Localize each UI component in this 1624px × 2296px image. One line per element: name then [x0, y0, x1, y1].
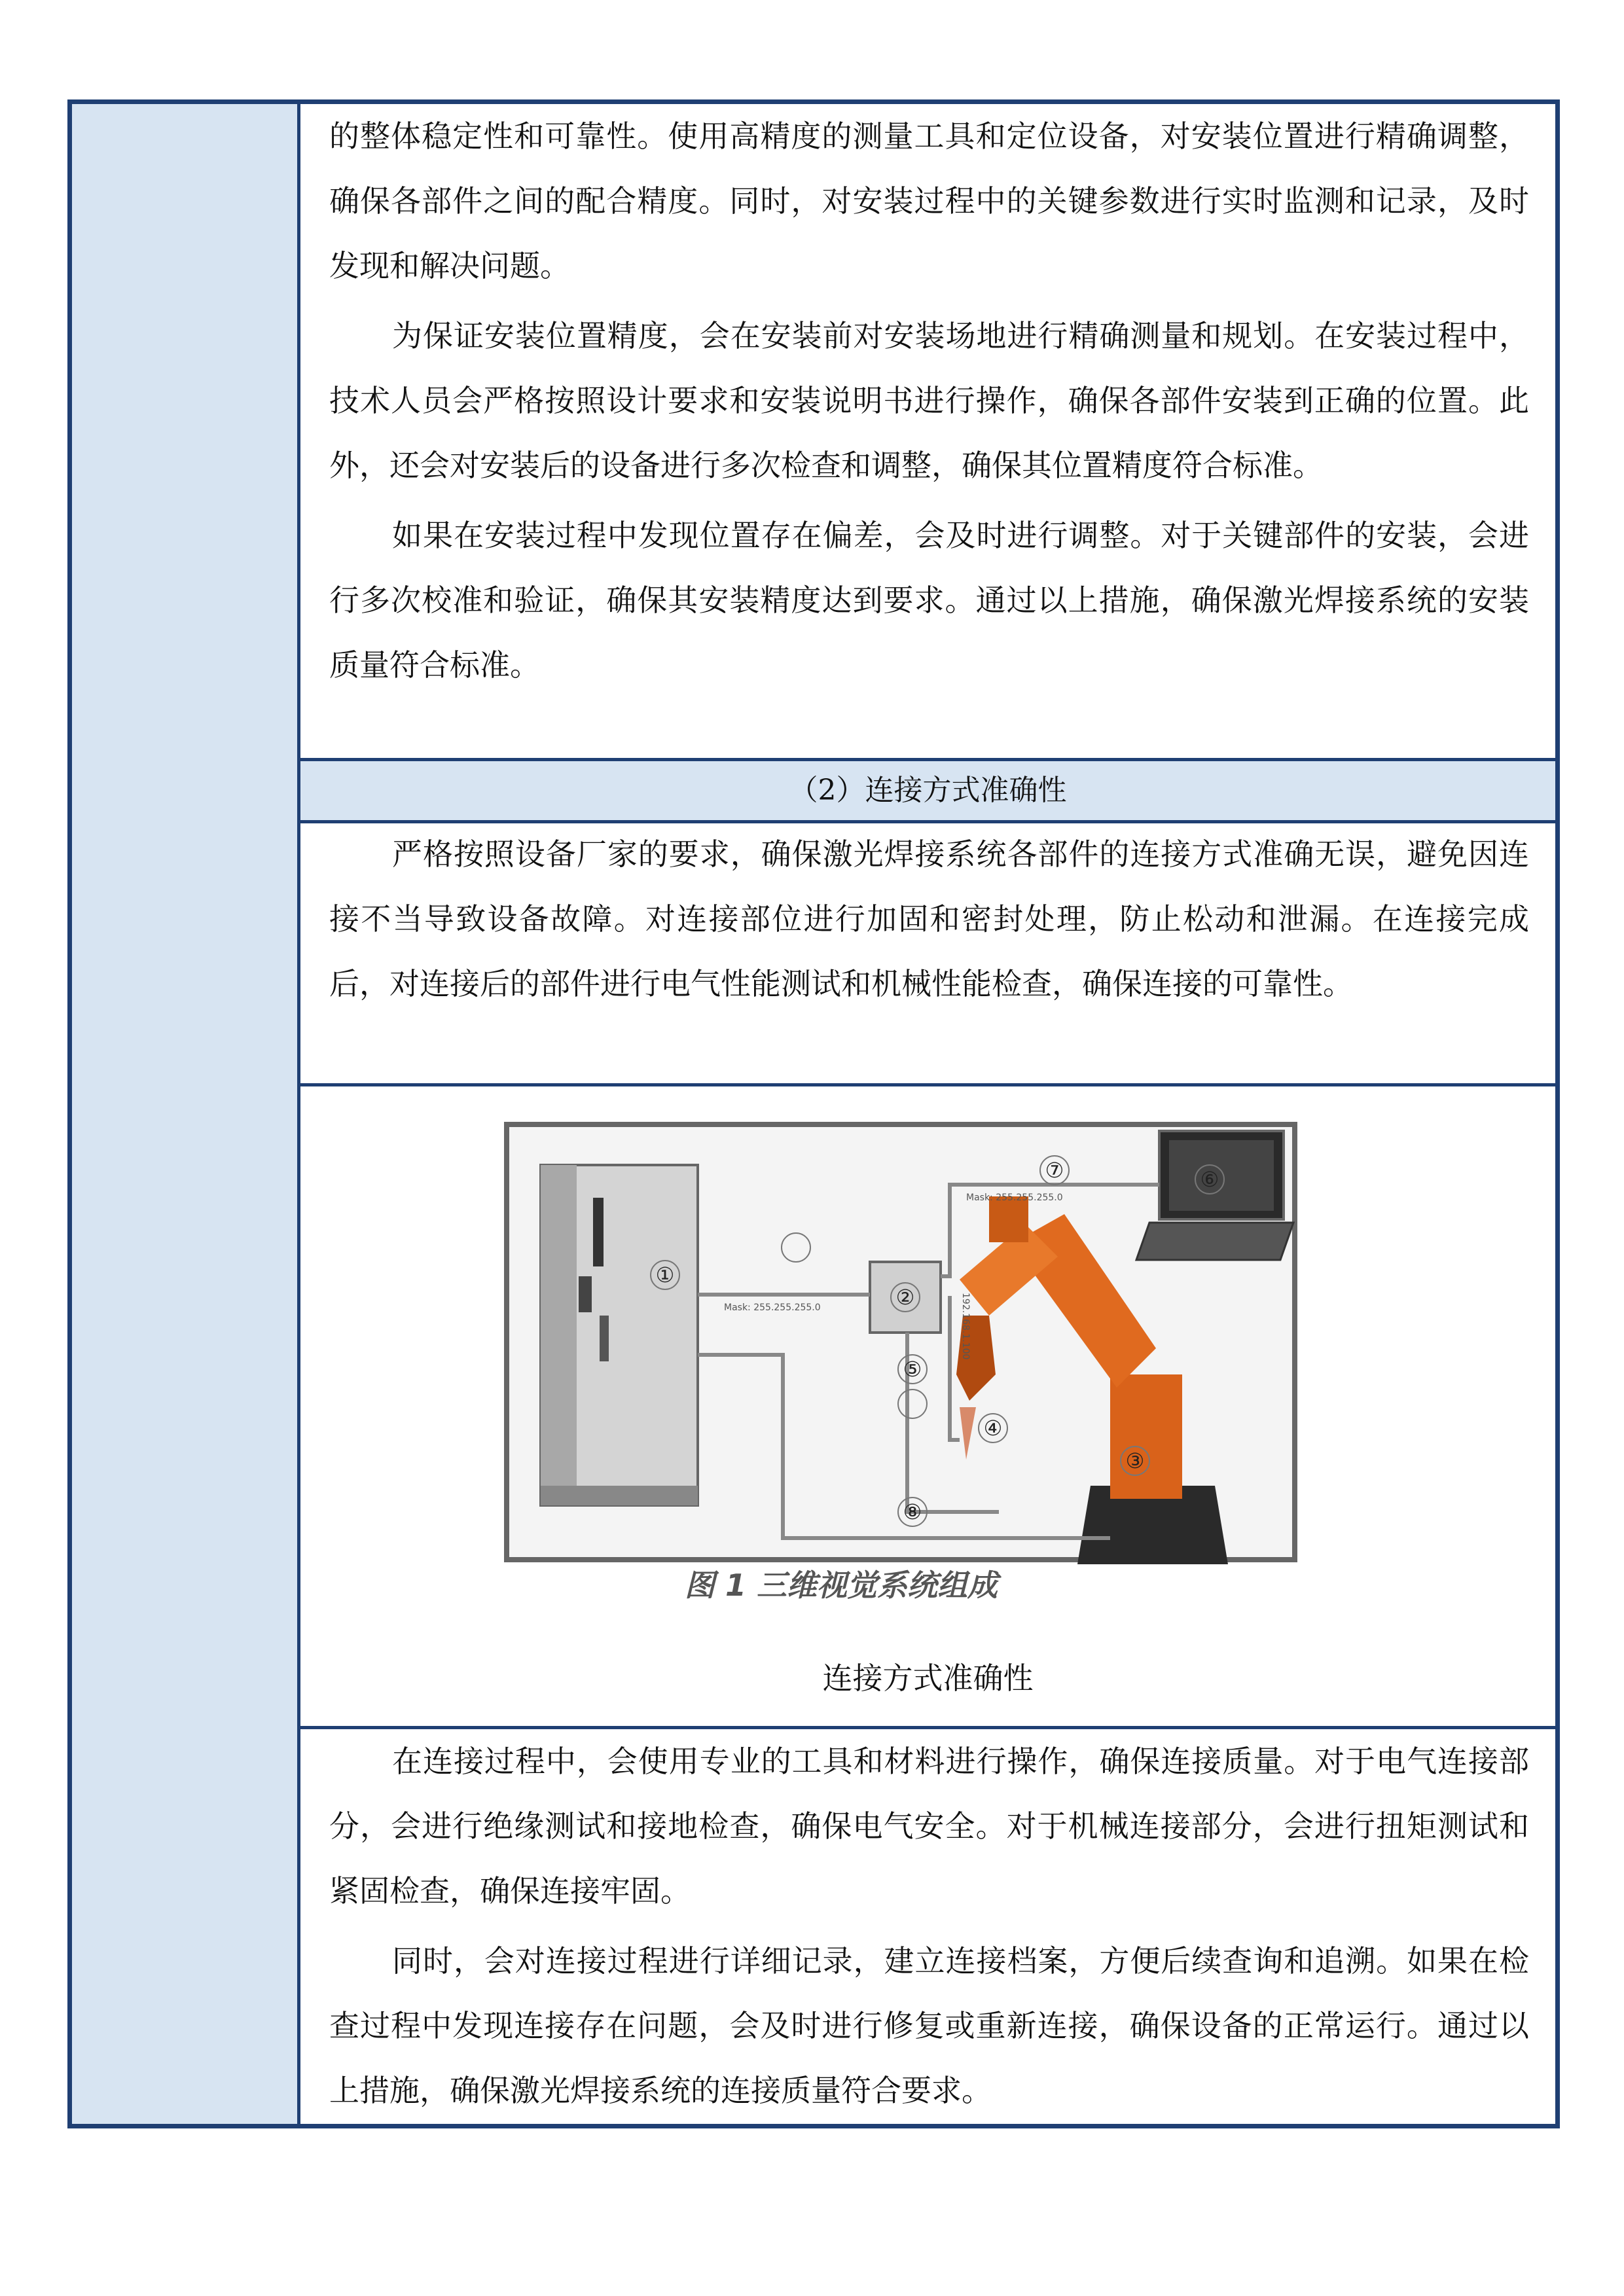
- marker-5: ⑤: [903, 1356, 922, 1382]
- paragraph: 为保证安装位置精度，会在安装前对安装场地进行精确测量和规划。在安装过程中，技术人员会严格按照设计要求和安装说明书进行操作，确保各部件安装到正确的位置。此外，还会对安装后的设备进行多次检查和调整，确保其位置精度符合标准。: [329, 318, 1529, 483]
- laptop-icon: [1136, 1131, 1293, 1260]
- connection-method-block: [300, 823, 1555, 1086]
- figure-caption: 连接方式准确性: [822, 1660, 1034, 1696]
- marker-8: ⑧: [903, 1499, 922, 1524]
- mask-label-right: Mask: 255.255.255.0: [966, 1192, 1063, 1203]
- mask-label-left: Mask: 255.255.255.0: [724, 1302, 821, 1313]
- marker-7: ⑦: [1045, 1157, 1064, 1183]
- connection-quality-block: [300, 1729, 1555, 2124]
- marker-6: ⑥: [1200, 1166, 1219, 1192]
- paragraph: 的整体稳定性和可靠性。使用高精度的测量工具和定位设备，对安装位置进行精确调整，确保各部件之间的配合精度。同时，对安装过程中的关键参数进行实时监测和记录，及时发现和解决问题。: [329, 118, 1529, 283]
- figure-inner-caption: 图 1 三维视觉系统组成: [685, 1567, 998, 1603]
- control-cabinet-icon: [541, 1165, 698, 1505]
- paragraph: 如果在安装过程中发现位置存在偏差，会及时进行调整。对于关键部件的安装，会进行多次校准和验证，确保其安装精度达到要求。通过以上措施，确保激光焊接系统的安装质量符合标准。: [329, 518, 1529, 683]
- section-heading: （2）连接方式准确性: [300, 761, 1555, 823]
- marker-1: ①: [655, 1262, 675, 1287]
- content-column: [300, 104, 1555, 2124]
- marker-3: ③: [1125, 1448, 1145, 1473]
- paragraph: 严格按照设备厂家的要求，确保激光焊接系统各部件的连接方式准确无误，避免因连接不当导致设备故障。对连接部位进行加固和密封处理，防止松动和泄漏。在连接完成后，对连接后的部件进行电气性能测试和机械性能检查，确保连接的可靠性。: [329, 836, 1529, 1001]
- vertical-ip-label: 192.168.1.100: [960, 1292, 971, 1360]
- figure-row: [300, 1086, 1555, 1729]
- left-label-column: [72, 104, 300, 2124]
- paragraph: 同时，会对连接过程进行详细记录，建立连接档案，方便后续查询和追溯。如果在检查过程中发现连接存在问题，会及时进行修复或重新连接，确保设备的正常运行。通过以上措施，确保激光焊接系统的连接质量符合要求。: [329, 1943, 1529, 2108]
- marker-4: ④: [983, 1415, 1003, 1441]
- marker-2: ②: [895, 1284, 915, 1310]
- paragraph: 在连接过程中，会使用专业的工具和材料进行操作，确保连接质量。对于电气连接部分，会进行绝缘测试和接地检查，确保电气安全。对于机械连接部分，会进行扭矩测试和紧固检查，确保连接牢固。: [329, 1744, 1529, 1909]
- system-diagram-figure: [501, 1119, 1300, 1607]
- install-precision-block: [300, 104, 1555, 761]
- document-table: [67, 99, 1560, 2128]
